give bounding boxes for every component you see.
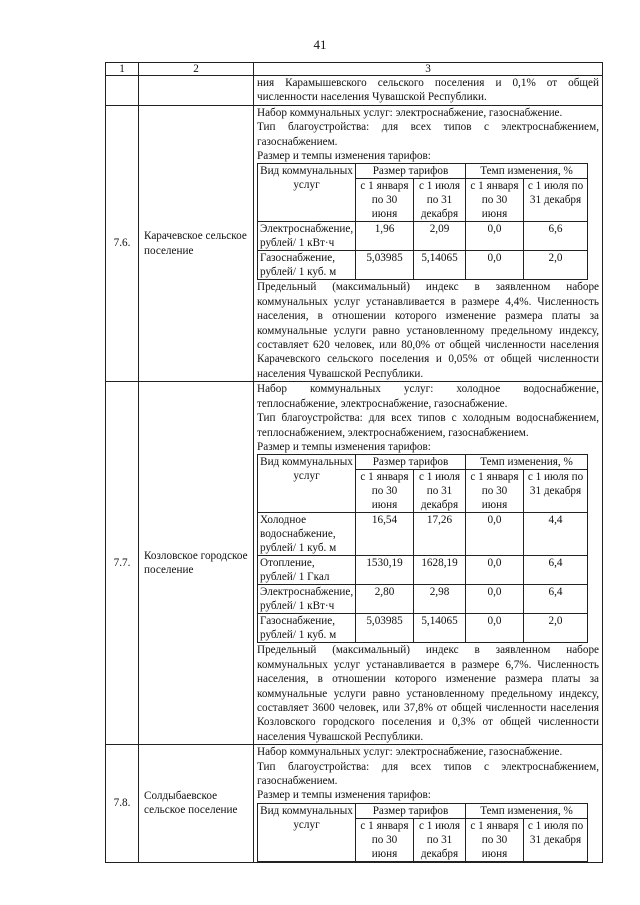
tariff-row: [258, 513, 588, 556]
tariff-header-period: с 1 июля по 31 декабря: [414, 818, 466, 861]
intro-line: Тип благоустройства: для всех типов с электроснабжением, газоснабжением.: [257, 121, 599, 148]
intro-line: Размер и темпы изменения тарифов:: [257, 440, 431, 453]
tariff-header-kind: Вид коммунальных услуг: [258, 455, 356, 513]
settlement-name: Карачевское сельское поселение: [139, 105, 254, 381]
tariff-table: [257, 163, 588, 280]
tariff-table: [257, 803, 588, 862]
column-number-2: 2: [139, 63, 254, 76]
tariff-value: 6,4: [524, 556, 588, 585]
tariff-header-period: с 1 июля по 31 декабря: [524, 470, 588, 513]
tariff-value: 5,14065: [414, 251, 466, 280]
tariff-row: [258, 585, 588, 614]
tariff-service: Холодное водоснабжение, рублей/ 1 куб. м: [258, 513, 356, 556]
tariff-header-period: с 1 июля по 31 декабря: [414, 179, 466, 222]
row-number: 7.7.: [106, 382, 139, 745]
tariff-value: 0,0: [466, 614, 524, 643]
tariff-value: 6,6: [524, 222, 588, 251]
limit-index-text: Предельный (максимальный) индекс в заявленном наборе коммунальных услуг устанавливается в размере 4,4%. Численность населения, в отношении которого изменение размера платы за коммунальные услуги равно установленному предельному индексу, составляет 620 человек, или 80,0% от общей численности населения Карачевского сельского поселения и 0,05% от общей численности населения Чувашской Республики.: [257, 281, 599, 380]
tariff-service: Электроснабжение, рублей/ 1 кВт·ч: [258, 222, 356, 251]
settlement-row: [106, 745, 603, 863]
tariff-service: Газоснабжение, рублей/ 1 куб. м: [258, 251, 356, 280]
tariff-value: 0,0: [466, 251, 524, 280]
tariff-value: 1628,19: [414, 556, 466, 585]
tariff-header-rate: Темп изменения, %: [466, 455, 588, 470]
tariff-header-size: Размер тарифов: [356, 455, 466, 470]
intro-line: Набор коммунальных услуг: электроснабжение, газоснабжение.: [257, 746, 563, 759]
tariff-header-rate: Темп изменения, %: [466, 164, 588, 179]
settlement-details: [254, 745, 603, 863]
row-number: 7.8.: [106, 745, 139, 863]
tariff-header-period: с 1 января по 30 июня: [466, 179, 524, 222]
settlement-details: [254, 105, 603, 381]
tariff-value: 2,0: [524, 251, 588, 280]
column-number-3: 3: [254, 63, 603, 76]
tariff-value: 5,03985: [356, 251, 414, 280]
tariff-value: 0,0: [466, 585, 524, 614]
settlement-name: Солдыбаевское сельское поселение: [139, 745, 254, 863]
tariff-table: [257, 454, 588, 643]
settlement-details: [254, 382, 603, 745]
tariff-row: [258, 614, 588, 643]
municipal-tariffs-table: [105, 62, 603, 863]
tariff-value: 0,0: [466, 513, 524, 556]
tariff-service: Отопление, рублей/ 1 Гкал: [258, 556, 356, 585]
intro-line: Тип благоустройства: для всех типов с холодным водоснабжением, теплоснабжением, электроснабжением, газоснабжением.: [257, 412, 599, 439]
continuation-text: ния Карамышевского сельского поселения и 0,1% от общей численности населения Чувашской Республики.: [254, 76, 603, 106]
tariff-row: [258, 222, 588, 251]
tariff-header-kind: Вид коммунальных услуг: [258, 803, 356, 861]
tariff-service: Электроснабжение, рублей/ 1 кВт·ч: [258, 585, 356, 614]
tariff-header-period: с 1 января по 30 июня: [466, 818, 524, 861]
tariff-value: 0,0: [466, 556, 524, 585]
tariff-value: 2,09: [414, 222, 466, 251]
intro-line: Набор коммунальных услуг: электроснабжение, газоснабжение.: [257, 106, 563, 119]
tariff-header-size: Размер тарифов: [356, 164, 466, 179]
tariff-value: 2,0: [524, 614, 588, 643]
tariff-value: 4,4: [524, 513, 588, 556]
settlement-row: [106, 105, 603, 381]
tariff-service: Газоснабжение, рублей/ 1 куб. м: [258, 614, 356, 643]
intro-line: Размер и темпы изменения тарифов:: [257, 789, 431, 802]
tariff-value: 1,96: [356, 222, 414, 251]
tariff-header-period: с 1 января по 30 июня: [466, 470, 524, 513]
tariff-value: 2,98: [414, 585, 466, 614]
settlement-row: [106, 382, 603, 745]
limit-index-text: Предельный (максимальный) индекс в заявленном наборе коммунальных услуг устанавливается в размере 6,7%. Численность населения, в отношении которого изменение размера платы за коммунальные услуги равно установленному предельному индексу, составляет 3600 человек, или 37,8% от общей численности населения Козловского городского поселения и 0,3% от общей численности населения Чувашской Республики.: [257, 644, 599, 743]
tariff-value: 1530,19: [356, 556, 414, 585]
continuation-row: [106, 76, 603, 106]
intro-line: Тип благоустройства: для всех типов с электроснабжением, газоснабжением.: [257, 760, 599, 787]
tariff-header-period: с 1 января по 30 июня: [356, 818, 414, 861]
settlement-name: Козловское городское поселение: [139, 382, 254, 745]
tariff-header-size: Размер тарифов: [356, 803, 466, 818]
tariff-value: 5,14065: [414, 614, 466, 643]
tariff-row: [258, 556, 588, 585]
page-number: 41: [313, 37, 327, 52]
tariff-header-period: с 1 января по 30 июня: [356, 470, 414, 513]
tariff-header-period: с 1 июля по 31 декабря: [414, 470, 466, 513]
intro-line: Размер и темпы изменения тарифов:: [257, 150, 431, 163]
row-number: 7.6.: [106, 105, 139, 381]
tariff-header-period: с 1 июля по 31 декабря: [524, 818, 588, 861]
column-number-row: [106, 63, 603, 76]
tariff-header-period: с 1 июля по 31 декабря: [524, 179, 588, 222]
tariff-header-kind: Вид коммунальных услуг: [258, 164, 356, 222]
tariff-value: 6,4: [524, 585, 588, 614]
tariff-header-rate: Темп изменения, %: [466, 803, 588, 818]
tariff-value: 5,03985: [356, 614, 414, 643]
intro-line: Набор коммунальных услуг: холодное водоснабжение, теплоснабжение, электроснабжение, газоснабжение.: [257, 383, 599, 410]
column-number-1: 1: [106, 63, 139, 76]
tariff-value: 2,80: [356, 585, 414, 614]
tariff-value: 17,26: [414, 513, 466, 556]
tariff-value: 0,0: [466, 222, 524, 251]
tariff-value: 16,54: [356, 513, 414, 556]
tariff-header-period: с 1 января по 30 июня: [356, 179, 414, 222]
tariff-row: [258, 251, 588, 280]
